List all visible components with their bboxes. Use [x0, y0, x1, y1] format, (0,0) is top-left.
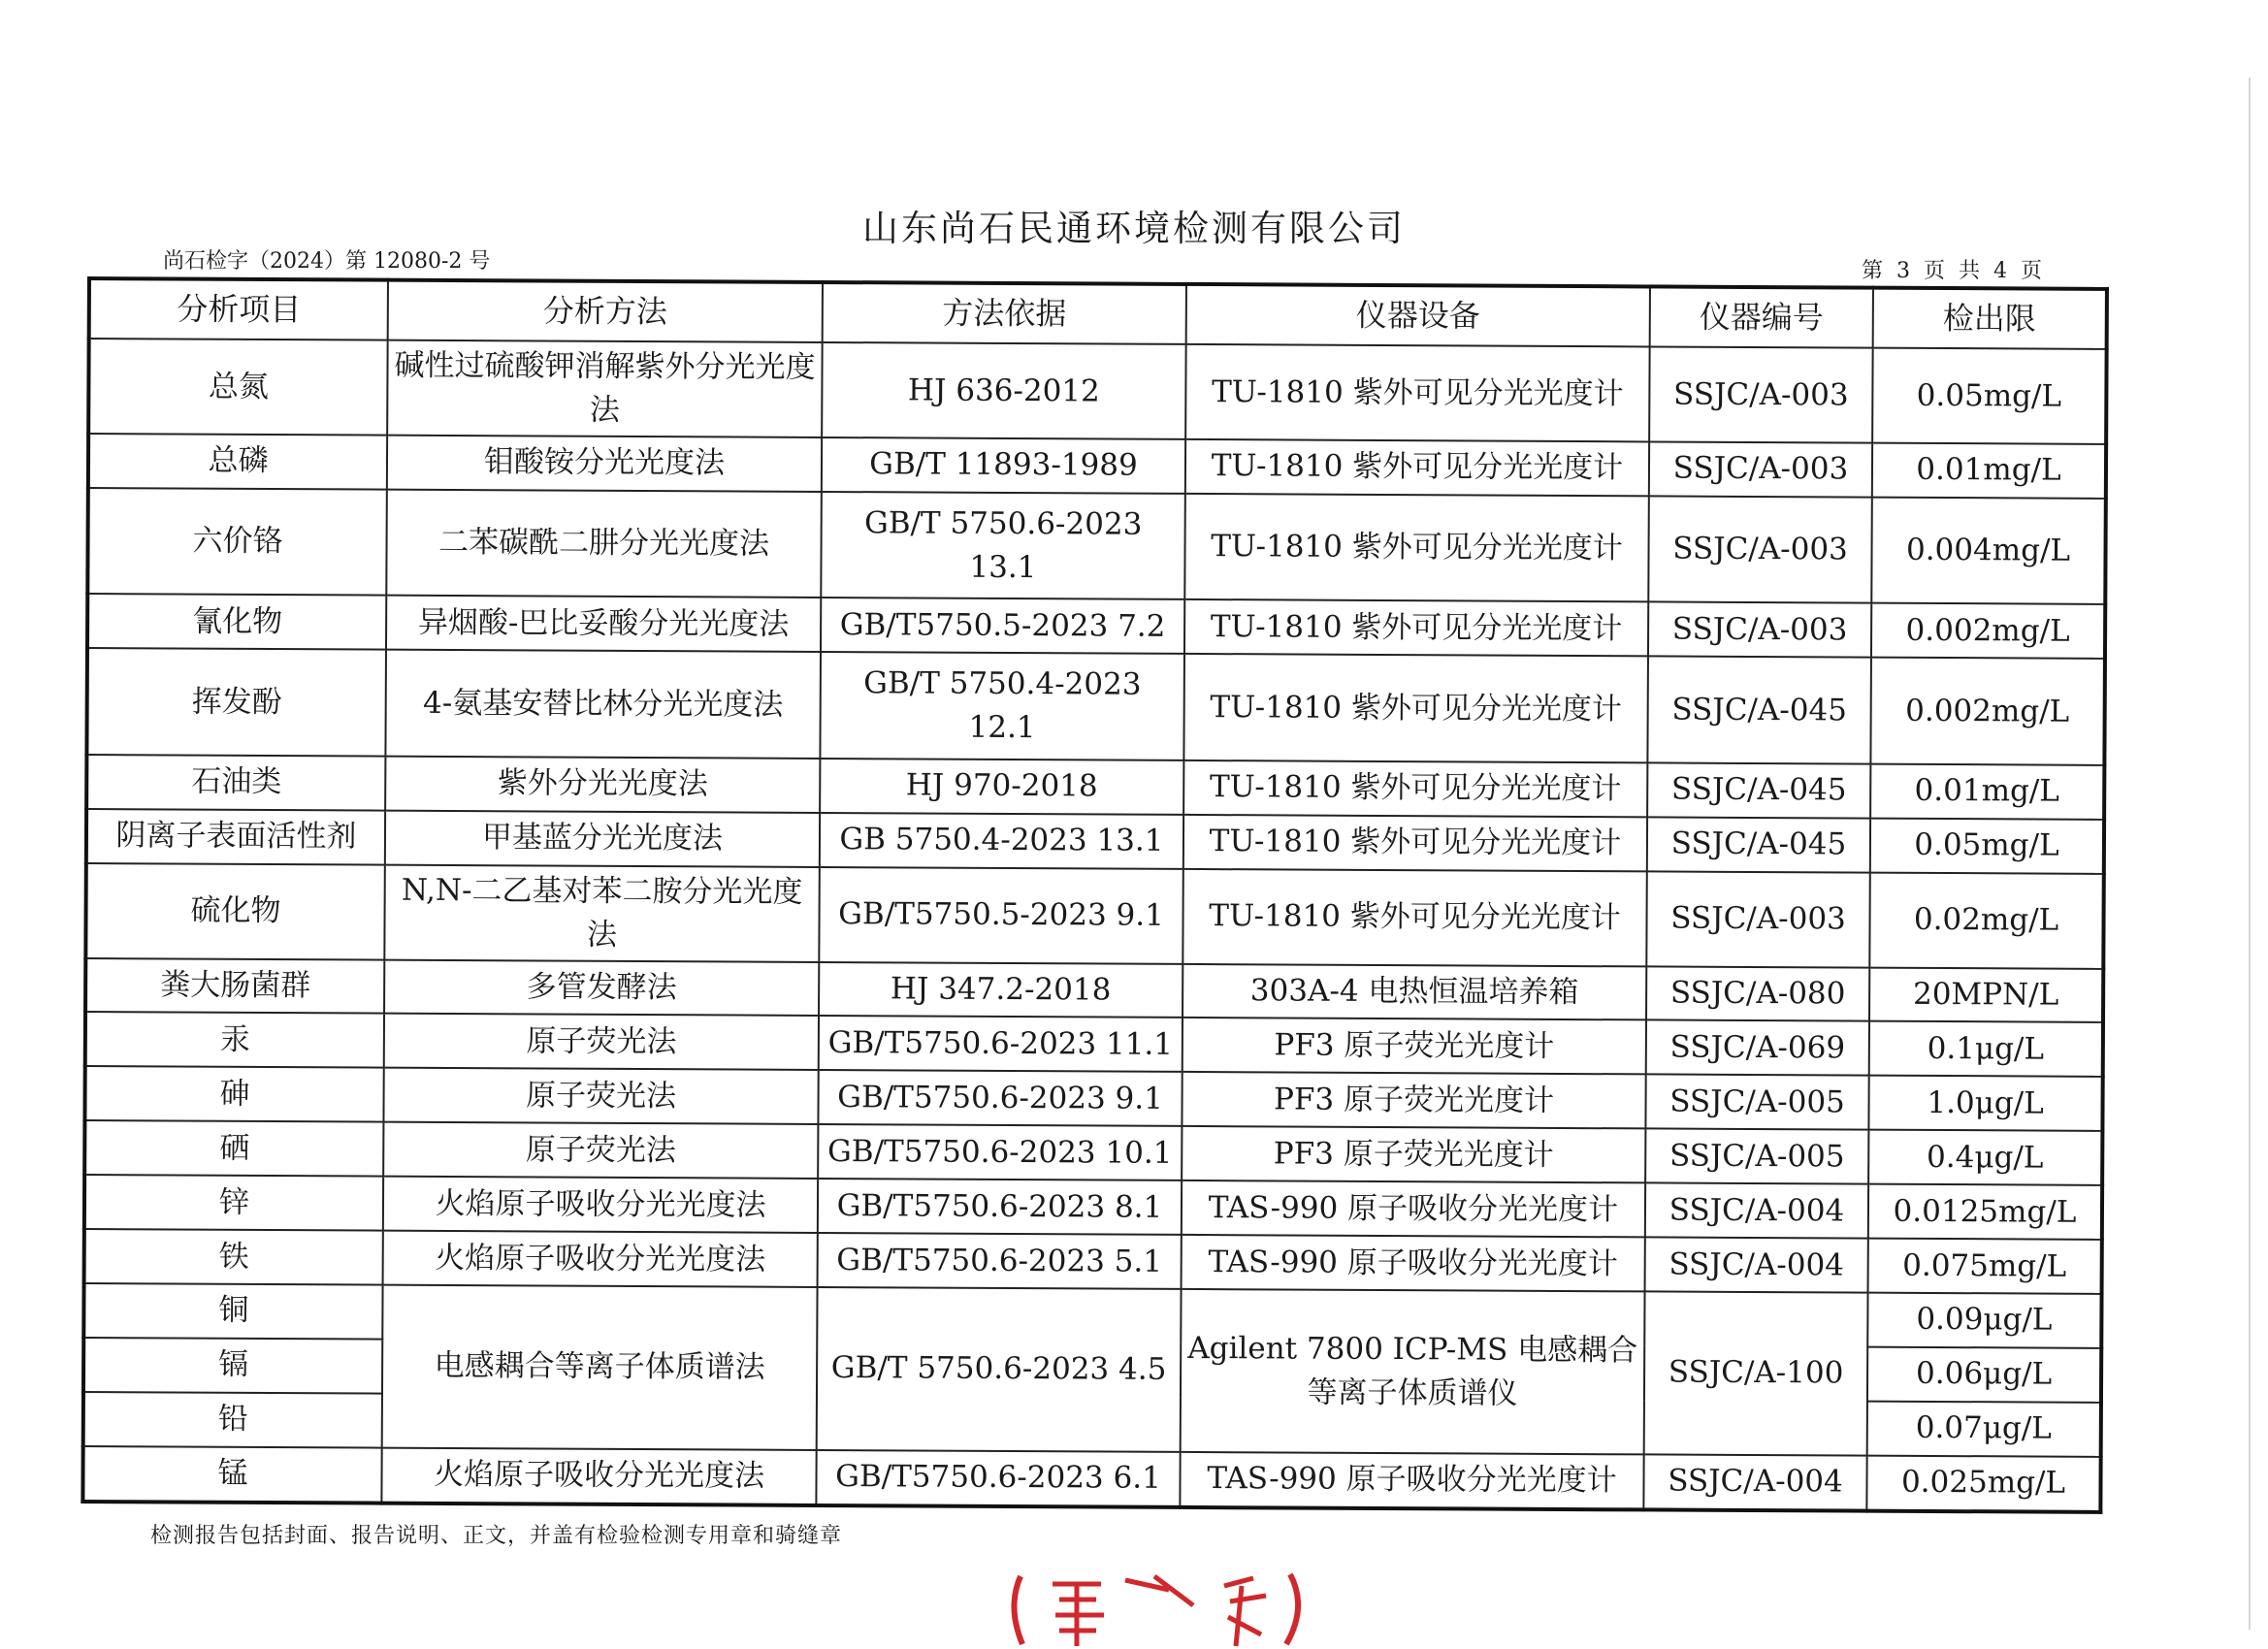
cell-code: SSJC/A-005 [1645, 1075, 1868, 1130]
seal-glyph-right [1224, 1578, 1266, 1646]
cell-basis: HJ 970-2018 [820, 759, 1183, 815]
cell-basis: GB/T 5750.6-2023 4.5 [817, 1287, 1182, 1452]
cell-limit: 0.002mg/L [1870, 658, 2105, 765]
table-row [82, 1446, 2100, 1512]
cell-method: N,N-二乙基对苯二胺分光光度法 [384, 864, 820, 961]
cell-basis: GB 5750.4-2023 13.1 [820, 813, 1183, 869]
table-row-merged [83, 1283, 2101, 1348]
cell-basis: GB/T5750.5-2023 9.1 [819, 866, 1183, 963]
cell-item: 铜 [83, 1283, 382, 1340]
cell-method: 火焰原子吸收分光光度法 [383, 1177, 818, 1233]
cell-instrument: TU-1810 紫外可见分光光度计 [1183, 654, 1648, 762]
cell-instrument: TU-1810 紫外可见分光光度计 [1183, 760, 1647, 817]
cell-code: SSJC/A-100 [1644, 1291, 1868, 1455]
cell-basis: GB/T5750.6-2023 11.1 [819, 1016, 1183, 1072]
cell-limit: 0.06μg/L [1867, 1346, 2101, 1402]
table-header-row [89, 278, 2107, 349]
page-current: 3 [1895, 259, 1912, 283]
cell-method: 原子荧光法 [383, 1122, 818, 1179]
page-label-1: 第 [1861, 259, 1885, 283]
table-row [87, 488, 2106, 604]
cell-code: SSJC/A-004 [1643, 1454, 1866, 1511]
cell-item: 氰化物 [87, 594, 386, 650]
cell-basis: GB/T5750.6-2023 5.1 [818, 1233, 1182, 1289]
cell-limit: 0.07μg/L [1867, 1401, 2101, 1456]
cell-instrument: 303A-4 电热恒温培养箱 [1183, 963, 1646, 1019]
cell-method: 原子荧光法 [384, 1014, 819, 1070]
table-row [86, 648, 2105, 764]
cell-code: SSJC/A-080 [1646, 966, 1869, 1021]
cell-limit: 0.1μg/L [1869, 1021, 2103, 1077]
analysis-methods-table [81, 276, 2109, 1514]
cell-item: 铁 [84, 1229, 383, 1285]
cell-item: 硫化物 [85, 863, 385, 960]
seal-left-bracket [1014, 1576, 1022, 1644]
cell-limit: 0.075mg/L [1868, 1239, 2102, 1294]
cell-code: SSJC/A-045 [1647, 657, 1871, 764]
company-title: 山东尚石民通环境检测有限公司 [862, 208, 1406, 249]
cell-instrument: TU-1810 紫外可见分光光度计 [1184, 599, 1648, 656]
page-label-2: 页 [1923, 259, 1947, 283]
cell-limit: 0.01mg/L [1870, 763, 2104, 819]
cell-instrument: TU-1810 紫外可见分光光度计 [1183, 815, 1647, 871]
cell-method: 碱性过硫酸钾消解紫外分光光度法 [387, 340, 823, 437]
cell-basis: GB/T5750.6-2023 10.1 [818, 1124, 1182, 1180]
cell-instrument: Agilent 7800 ICP-MS 电感耦合等离子体质谱仪 [1181, 1289, 1645, 1454]
cell-basis: GB/T5750.6-2023 8.1 [818, 1179, 1182, 1235]
cell-instrument: TU-1810 紫外可见分光光度计 [1184, 494, 1649, 602]
cell-limit: 0.02mg/L [1869, 872, 2104, 968]
cell-instrument: TAS-990 原子吸收分光光度计 [1182, 1180, 1645, 1237]
cell-limit: 0.004mg/L [1871, 498, 2106, 605]
cell-code: SSJC/A-003 [1646, 871, 1870, 967]
header-instrument: 仪器设备 [1186, 284, 1650, 347]
seal-right-bracket [1286, 1574, 1298, 1644]
cell-instrument: PF3 原子荧光光度计 [1183, 1018, 1646, 1074]
cell-limit: 0.05mg/L [1872, 348, 2107, 444]
cell-limit: 0.05mg/L [1870, 818, 2104, 873]
header-code: 仪器编号 [1650, 286, 1873, 347]
cell-basis: HJ 347.2-2018 [819, 961, 1183, 1018]
cell-item: 铅 [83, 1392, 382, 1448]
cell-instrument: TU-1810 紫外可见分光光度计 [1185, 344, 1650, 442]
cell-code: SSJC/A-003 [1649, 441, 1872, 497]
report-number: 尚石检字（2024）第 12080-2 号 [163, 249, 491, 274]
cell-limit: 0.025mg/L [1866, 1455, 2100, 1512]
cell-instrument: TAS-990 原子吸收分光光度计 [1180, 1452, 1643, 1510]
cell-limit: 20MPN/L [1869, 967, 2103, 1022]
table-row [88, 339, 2106, 444]
cell-instrument: PF3 原子荧光光度计 [1182, 1126, 1645, 1182]
cell-limit: 0.01mg/L [1872, 443, 2106, 499]
cell-code: SSJC/A-003 [1649, 346, 1873, 442]
cell-basis: GB/T5750.6-2023 9.1 [818, 1070, 1182, 1126]
cell-basis: GB/T 5750.4-2023 12.1 [820, 652, 1184, 760]
seal-glyph-mid [1125, 1576, 1193, 1605]
cell-code: SSJC/A-003 [1648, 496, 1872, 603]
cell-method: 钼酸铵分光光度法 [387, 436, 822, 492]
cell-item: 总氮 [88, 339, 388, 436]
cell-code: SSJC/A-004 [1645, 1183, 1868, 1239]
red-seal-stamp [999, 1567, 1329, 1649]
cell-method: 甲基蓝分光光度法 [385, 810, 820, 866]
page-indicator [1856, 254, 2050, 284]
page-label-4: 页 [2020, 259, 2044, 283]
cell-instrument: TU-1810 紫外可见分光光度计 [1183, 868, 1647, 966]
table-row [85, 863, 2103, 969]
cell-item: 挥发酚 [86, 648, 386, 756]
cell-item: 阴离子表面活性剂 [86, 809, 385, 865]
cell-code: SSJC/A-045 [1647, 817, 1870, 872]
cell-basis: GB/T5750.6-2023 6.1 [816, 1450, 1180, 1507]
cell-code: SSJC/A-004 [1645, 1237, 1868, 1292]
header-basis: 方法依据 [823, 282, 1186, 344]
cell-item: 硒 [84, 1120, 383, 1177]
cell-item: 锰 [82, 1446, 381, 1504]
cell-code: SSJC/A-005 [1645, 1129, 1868, 1184]
cell-basis: HJ 636-2012 [822, 342, 1186, 439]
cell-method: 电感耦合等离子体质谱法 [382, 1285, 818, 1450]
cell-item: 汞 [85, 1012, 384, 1068]
cell-item: 镉 [83, 1338, 382, 1394]
seal-glyph-left [1053, 1584, 1104, 1646]
page-total: 4 [1993, 259, 2009, 283]
cell-limit: 0.002mg/L [1871, 603, 2105, 659]
cell-method: 紫外分光光度法 [385, 756, 820, 812]
cell-item: 粪大肠菌群 [85, 958, 384, 1015]
cell-basis: GB/T5750.5-2023 7.2 [821, 598, 1184, 654]
cell-limit: 0.0125mg/L [1868, 1184, 2102, 1240]
cell-method: 异烟酸-巴比妥酸分光光度法 [386, 596, 821, 652]
cell-item: 砷 [84, 1066, 383, 1122]
cell-method: 二苯碳酰二肼分光光度法 [386, 490, 822, 598]
cell-basis: GB/T 11893-1989 [822, 437, 1185, 494]
header-method: 分析方法 [388, 280, 823, 342]
cell-instrument: TAS-990 原子吸收分光光度计 [1182, 1235, 1645, 1291]
cell-item: 总磷 [88, 434, 387, 490]
cell-limit: 0.4μg/L [1868, 1130, 2102, 1185]
header-limit: 检出限 [1873, 288, 2107, 349]
cell-method: 火焰原子吸收分光光度法 [383, 1231, 818, 1287]
cell-instrument: TU-1810 紫外可见分光光度计 [1185, 439, 1649, 496]
cell-item: 六价铬 [87, 488, 387, 596]
cell-limit: 0.09μg/L [1867, 1293, 2101, 1348]
cell-limit: 1.0μg/L [1868, 1076, 2102, 1131]
cell-item: 锌 [84, 1175, 383, 1231]
page-label-3: 共 [1958, 259, 1982, 283]
cell-method: 多管发酵法 [384, 959, 819, 1016]
cell-code: SSJC/A-045 [1647, 762, 1870, 818]
footer-note: 检测报告包括封面、报告说明、正文，并盖有检验检测专用章和骑缝章 [150, 1524, 843, 1548]
seal-fragments [1014, 1574, 1298, 1646]
cell-method: 火焰原子吸收分光光度法 [381, 1447, 816, 1505]
scan-edge-line [2249, 78, 2251, 1630]
cell-instrument: PF3 原子荧光光度计 [1182, 1072, 1645, 1128]
cell-basis: GB/T 5750.6-2023 13.1 [821, 492, 1185, 599]
cell-code: SSJC/A-069 [1646, 1020, 1869, 1076]
header-item: 分析项目 [89, 278, 388, 340]
cell-item: 石油类 [86, 755, 385, 811]
cell-code: SSJC/A-003 [1648, 602, 1871, 658]
cell-method: 原子荧光法 [383, 1068, 818, 1124]
cell-method: 4-氨基安替比林分光光度法 [385, 650, 821, 759]
